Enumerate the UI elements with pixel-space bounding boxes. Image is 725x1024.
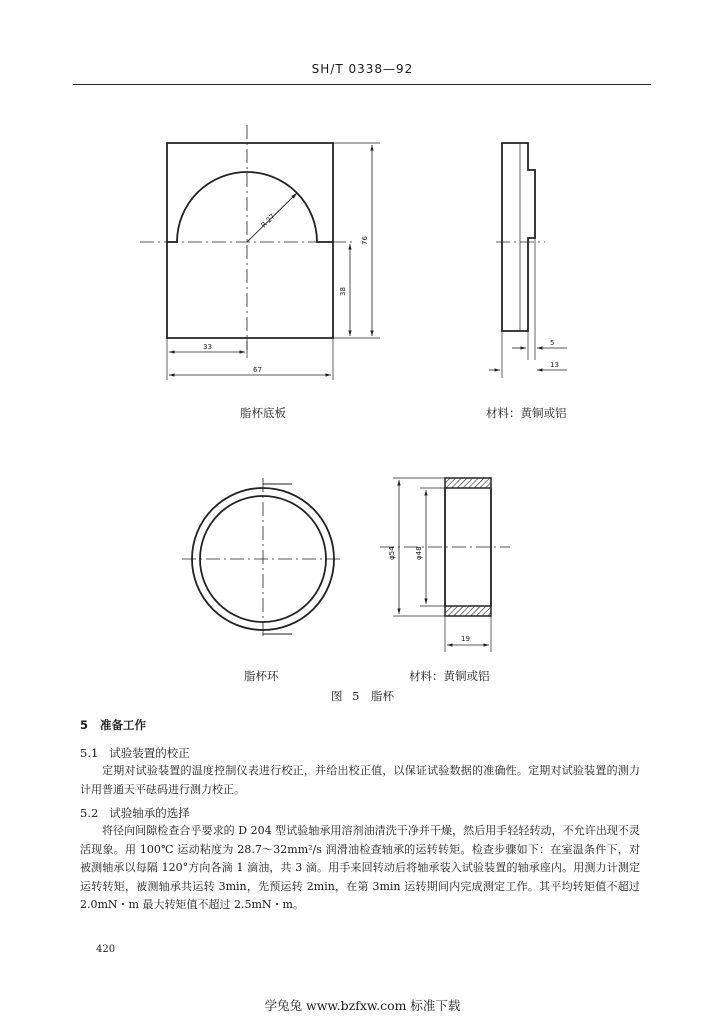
dim-ring-height: 19 — [461, 635, 470, 643]
caption-ring: 脂杯环 — [244, 669, 279, 683]
dim-radius: R 27 — [259, 212, 277, 230]
dim-outer-diameter: φ54 — [388, 546, 396, 560]
ring-front-view — [182, 478, 344, 640]
section-title: 准备工作 — [100, 718, 147, 732]
footer-watermark: 学兔兔 www.bzfxw.com 标准下载 — [264, 998, 461, 1013]
figure-title: 图 5 脂杯 — [331, 689, 394, 703]
caption-plate-material: 材料：黄铜或铝 — [486, 406, 567, 420]
dim-step: 5 — [550, 339, 555, 347]
subsection-number: 5.1 — [80, 746, 99, 760]
dim-width-total: 67 — [253, 366, 262, 374]
dim-height-half: 38 — [339, 287, 347, 296]
paragraph: 定期对试验装置的温度控制仪表进行校正，并给出校正值，以保证试验数据的准确性。定期对试验装置的测力计用普通天平砝码进行测力校正。 — [80, 764, 640, 796]
subsection-title: 试验装置的校正 — [109, 746, 190, 760]
subsection-title: 试验轴承的选择 — [109, 806, 190, 820]
plate-front-view — [140, 125, 380, 380]
ring-section-view — [380, 478, 510, 652]
subsection-heading — [80, 745, 190, 761]
section-heading — [80, 717, 146, 733]
standard-code: SH/T 0338—92 — [311, 62, 414, 76]
page-number: 420 — [96, 944, 116, 955]
section-number: 5 — [80, 718, 89, 732]
dim-thickness: 13 — [550, 361, 559, 369]
dim-width-half: 33 — [203, 343, 212, 351]
caption-plate: 脂杯底板 — [240, 406, 286, 420]
dim-inner-diameter: φ48 — [415, 546, 423, 560]
caption-ring-material: 材料：黄铜或铝 — [409, 669, 490, 683]
dim-height-total: 76 — [361, 236, 369, 245]
plate-side-view — [489, 143, 567, 378]
subsection-number: 5.2 — [80, 806, 99, 820]
subsection-heading — [80, 805, 190, 821]
paragraph: 将径向间隙检查合乎要求的 D 204 型试验轴承用溶剂油清洗干净并干燥，然后用手轻轻转动，不允许出现不灵活现象。用 100℃ 运动粘度为 28.7～32mm²/s 润滑油检查轴承的运转转矩。检查步骤如下：在室温条件下，对被测轴承以每隔 120°方向各滴 1 滴油，共 3 滴。用手来回转动后将轴承装入试验装置的轴承座内。用测力计测定运转转矩，被测轴承共运转 3min，先预运转 2min，在第 3min 运转期间内完成测定工作。其平均转矩值不超过 2.0mN・m 最大转矩值不超过 2.5mN・m。 — [80, 824, 640, 911]
